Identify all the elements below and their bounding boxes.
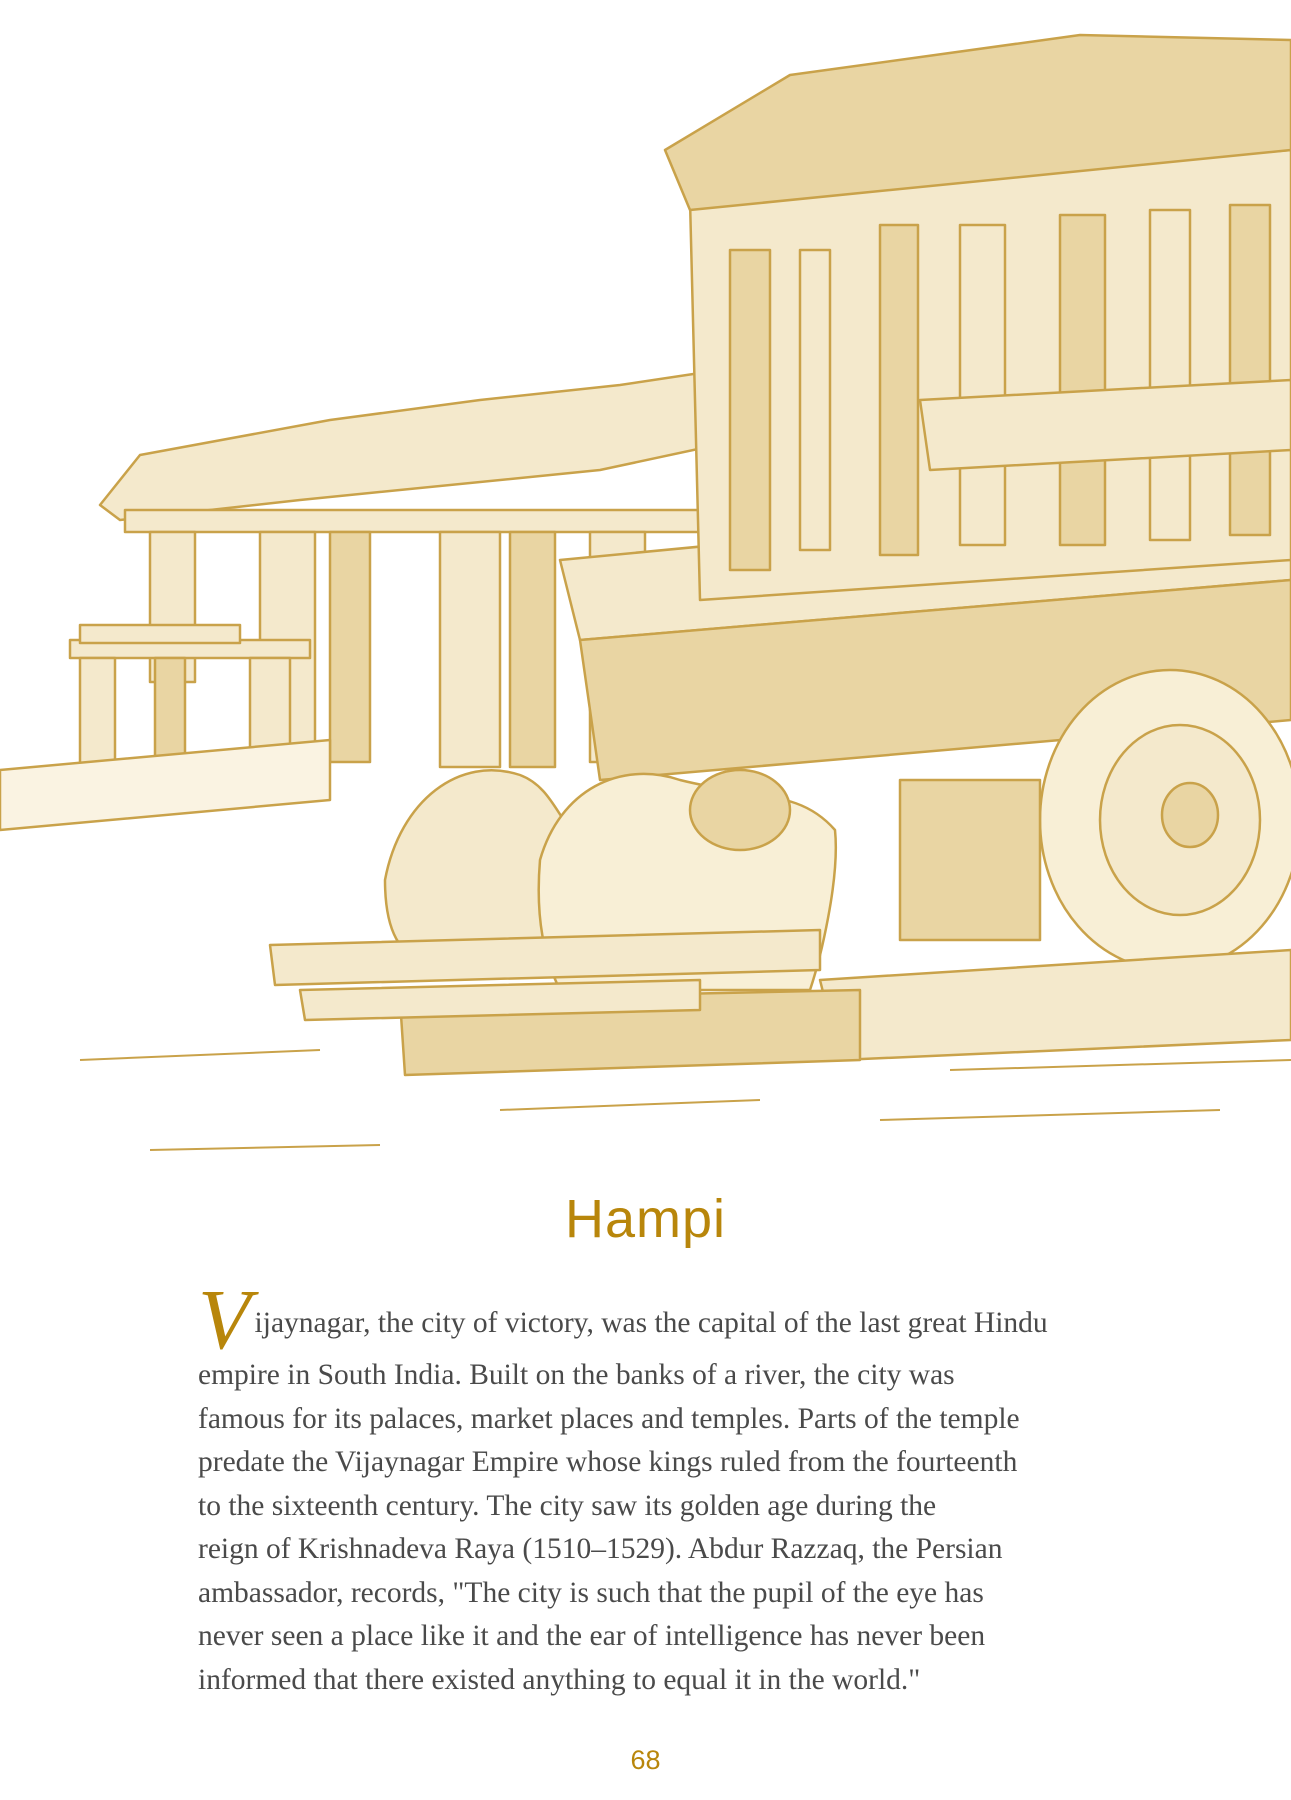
body-line: reign of Krishnadeva Raya (1510–1529). Abdur Razzaq, the Persian (198, 1533, 1003, 1565)
body-line: never seen a place like it and the ear of intelligence has never been (198, 1620, 986, 1652)
drop-cap: V (198, 1271, 251, 1367)
article-body (198, 1271, 1138, 1702)
body-line: to the sixteenth century. The city saw its golden age during the (198, 1489, 937, 1522)
body-line: informed that there existed anything to equal it in the world." (198, 1663, 921, 1696)
body-line: ambassador, records, "The city is such that the pupil of the eye has (198, 1576, 984, 1609)
page-title: Hampi (564, 1189, 727, 1249)
body-line: predate the Vijaynagar Empire whose kings ruled from the fourteenth (198, 1446, 1018, 1478)
body-line: famous for its palaces, market places and temples. Parts of the temple (198, 1402, 1020, 1435)
body-line: ijaynagar, the city of victory, was the capital of the last great Hindu (254, 1307, 1048, 1339)
body-line: empire in South India. Built on the banks of a river, the city was (198, 1359, 955, 1391)
page-number: 68 (630, 1745, 661, 1775)
